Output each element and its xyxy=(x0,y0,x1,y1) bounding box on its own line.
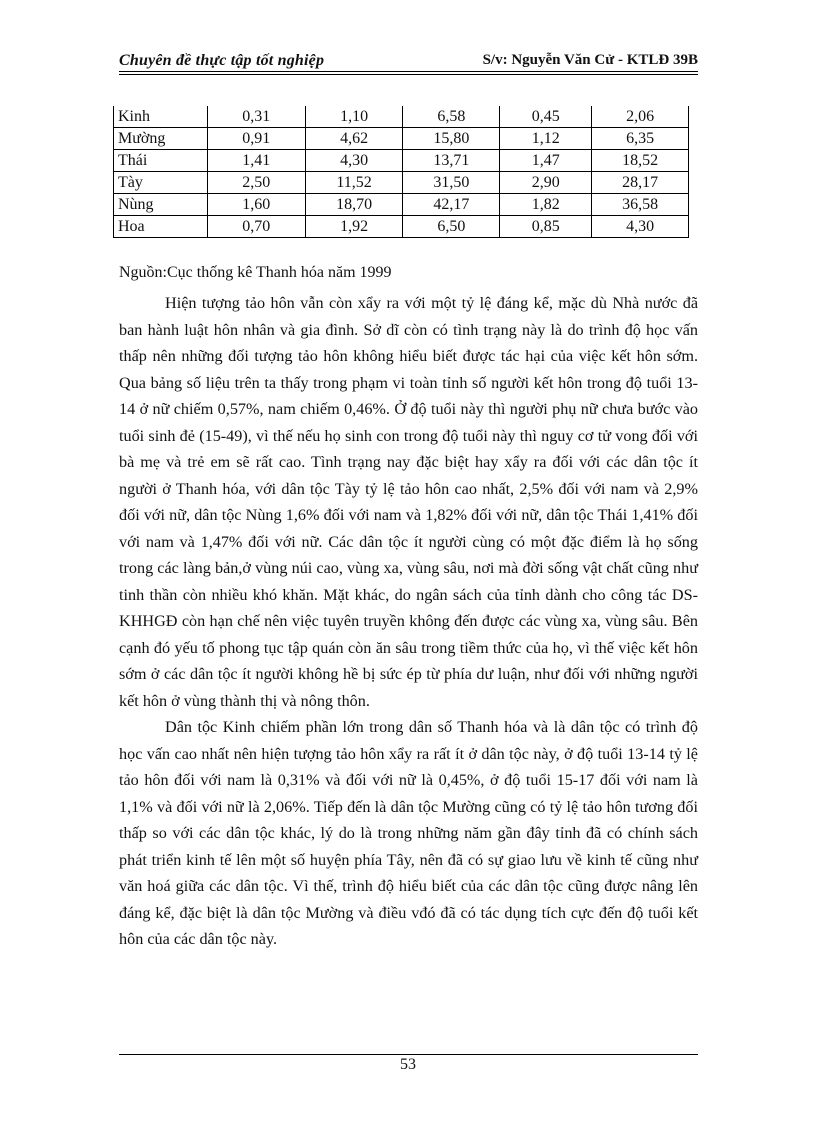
value-cell: 18,52 xyxy=(592,150,689,172)
value-cell: 6,50 xyxy=(403,216,500,238)
table-source: Nguồn:Cục thống kê Thanh hóa năm 1999 xyxy=(119,264,392,281)
value-cell: 0,45 xyxy=(500,106,592,128)
header-document-title: Chuyên đề thực tập tốt nghiệp xyxy=(119,52,325,69)
body-text xyxy=(119,290,698,953)
value-cell: 1,92 xyxy=(305,216,403,238)
page-number: 53 xyxy=(400,1056,416,1073)
table-row xyxy=(114,150,689,172)
value-cell: 2,50 xyxy=(207,172,305,194)
header-author: S/v: Nguyễn Văn Cử - KTLĐ 39B xyxy=(482,52,698,68)
value-cell: 4,62 xyxy=(305,128,403,150)
header-rule-thin xyxy=(119,74,698,75)
value-cell: 4,30 xyxy=(305,150,403,172)
value-cell: 15,80 xyxy=(403,128,500,150)
marriage-rate-table xyxy=(113,106,689,238)
table-row xyxy=(114,216,689,238)
value-cell: 2,06 xyxy=(592,106,689,128)
table-row xyxy=(114,194,689,216)
value-cell: 36,58 xyxy=(592,194,689,216)
table-body xyxy=(114,106,689,238)
value-cell: 6,58 xyxy=(403,106,500,128)
ethnic-group-cell: Mường xyxy=(114,128,208,150)
value-cell: 13,71 xyxy=(403,150,500,172)
value-cell: 18,70 xyxy=(305,194,403,216)
ethnic-group-cell: Nùng xyxy=(114,194,208,216)
table-row xyxy=(114,128,689,150)
value-cell: 0,91 xyxy=(207,128,305,150)
paragraph: Hiện tượng tảo hôn vẫn còn xẩy ra với một tỷ lệ đáng kể, mặc dù Nhà nước đã ban hành luật hôn nhân và gia đình. Sở dĩ còn có tình trạng này là do trình độ học vấn thấp nên những đối tượng tảo hôn không hiểu biết được tác hại của việc kết hôn sớm. Qua bảng số liệu trên ta thấy trong phạm vi toàn tỉnh số người kết hôn trong độ tuổi 13-14 ở nữ chiếm 0,57%, nam chiếm 0,46%. Ở độ tuổi này thì người phụ nữ chưa bước vào tuổi sinh đẻ (15-49), vì thế nếu họ sinh con trong độ tuổi này thì nguy cơ tử vong đối với bà mẹ và trẻ em sẽ rất cao. Tình trạng nay đặc biệt hay xẩy ra đối với các dân tộc ít người ở Thanh hóa, với dân tộc Tày tỷ lệ tảo hôn cao nhất, 2,5% đối với nam và 2,9% đối với nữ, dân tộc Nùng 1,6% đối với nam và 1,82% đối với nữ, dân tộc Thái 1,41% đối với nam và 1,47% đối với nữ. Các dân tộc ít người cùng có một đặc điểm là họ sống trong các làng bản,ở vùng núi cao, vùng xa, vùng sâu, nơi mà đời sống vật chất cũng như tinh thần còn nhiều khó khăn. Mặt khác, do ngân sách của tỉnh dành cho công tác DS-KHHGĐ còn hạn chế nên việc tuyên truyền không đến được các vùng xa, vùng sâu. Bên cạnh đó yếu tố phong tục tập quán còn ăn sâu trong tiềm thức của họ, vì thế việc kết hôn sớm ở các dân tộc ít người không hề bị sức ép từ phía dư luận, như đối với những người kết hôn ở vùng thành thị và nông thôn. xyxy=(119,294,698,710)
ethnic-group-cell: Tày xyxy=(114,172,208,194)
value-cell: 42,17 xyxy=(403,194,500,216)
value-cell: 1,82 xyxy=(500,194,592,216)
paragraph: Dân tộc Kinh chiếm phần lớn trong dân số Thanh hóa và là dân tộc có trình độ học vấn cao nhất nên hiện tượng tảo hôn xẩy ra rất ít ở dân tộc này, ở độ tuổi 13-14 tỷ lệ tảo hôn đối với nam là 0,31% và đối với nữ là 0,45%, ở độ tuổi 15-17 đối với nam là 1,1% và đối với nữ là 2,06%. Tiếp đến là dân tộc Mường cũng có tỷ lệ tảo hôn tương đối thấp so với các dân tộc khác, lý do là trong những năm gần đây tỉnh đã có chính sách phát triển kinh tế lên một số huyện phía Tây, nên đã có sự giao lưu về kinh tế cũng như văn hoá giữa các dân tộc. Vì thế, trình độ hiểu biết của các dân tộc cũng được nâng lên đáng kể, đặc biệt là dân tộc Mường và điều vđó đã có tác dụng tích cực đến độ tuổi kết hôn của các dân tộc này. xyxy=(119,718,698,948)
value-cell: 1,47 xyxy=(500,150,592,172)
value-cell: 11,52 xyxy=(305,172,403,194)
value-cell: 0,85 xyxy=(500,216,592,238)
table-row xyxy=(114,106,689,128)
value-cell: 6,35 xyxy=(592,128,689,150)
value-cell: 28,17 xyxy=(592,172,689,194)
ethnic-group-cell: Hoa xyxy=(114,216,208,238)
value-cell: 0,70 xyxy=(207,216,305,238)
value-cell: 4,30 xyxy=(592,216,689,238)
value-cell: 1,41 xyxy=(207,150,305,172)
table-row xyxy=(114,172,689,194)
value-cell: 1,10 xyxy=(305,106,403,128)
value-cell: 1,12 xyxy=(500,128,592,150)
page-header xyxy=(119,52,698,74)
value-cell: 2,90 xyxy=(500,172,592,194)
footer-rule xyxy=(119,1054,698,1055)
value-cell: 0,31 xyxy=(207,106,305,128)
value-cell: 1,60 xyxy=(207,194,305,216)
header-rule xyxy=(119,71,698,72)
ethnic-group-cell: Kinh xyxy=(114,106,208,128)
value-cell: 31,50 xyxy=(403,172,500,194)
ethnic-group-cell: Thái xyxy=(114,150,208,172)
